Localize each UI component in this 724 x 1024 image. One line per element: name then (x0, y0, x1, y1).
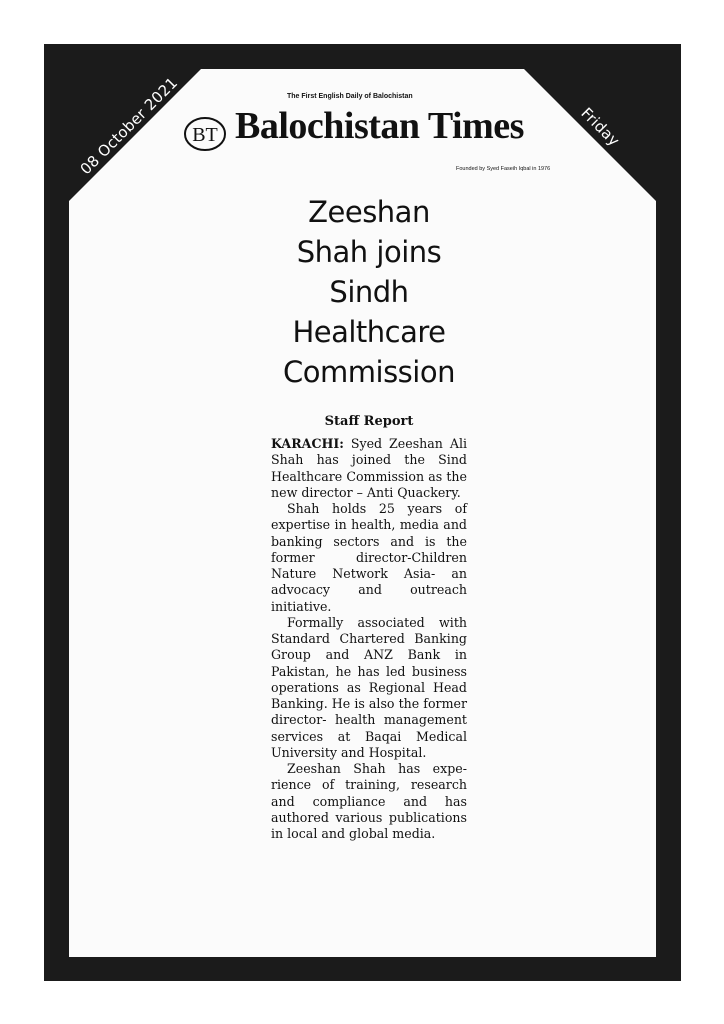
issue-day: Friday (577, 104, 624, 150)
article-byline: Staff Report (324, 414, 414, 429)
article-paragraph (271, 436, 467, 501)
bt-logo-icon (183, 116, 227, 152)
headline-line: Healthcare (292, 315, 446, 349)
newspaper-title: Balochistan Times (235, 105, 524, 147)
article-paragraph: Formally associated with Standard Chartered Banking Group and ANZ Bank in Pakistan, he has led business operations as Regional Head Banking. He is also the former director- health management services at Baqai Medical University and Hospital. (271, 614, 467, 760)
headline-line: Sindh (329, 275, 409, 309)
article-dateline: KARACHI: (271, 436, 344, 451)
headline-line: Zeeshan (308, 195, 430, 229)
article-body (271, 436, 467, 842)
issue-date: 08 October 2021 (76, 73, 182, 179)
headline-line: Shah joins (296, 235, 442, 269)
bt-logo-text: BT (192, 124, 218, 146)
article-paragraph: Shah holds 25 years of expertise in health, media and banking sectors and is the former director-Children Nature Network Asia- an advocacy and outreach initiative. (271, 501, 467, 614)
date-corner-banner (69, 69, 201, 201)
article-paragraph: Zeeshan Shah has experience of training, research and compliance and has authored various publications in local and global media. (271, 761, 467, 841)
paragraph-text: Syed Zeeshan Ali Shah has joined the Sind Healthcare Commission as the new director – Anti Quackery. (271, 436, 467, 500)
masthead-founded-note: Founded by Syed Faseih Iqbal in 1976 (456, 166, 551, 172)
masthead-tagline: The First English Daily of Balochistan (287, 93, 413, 100)
day-corner-banner (524, 69, 656, 201)
headline-line: Commission (283, 355, 455, 389)
article-headline (262, 192, 476, 392)
